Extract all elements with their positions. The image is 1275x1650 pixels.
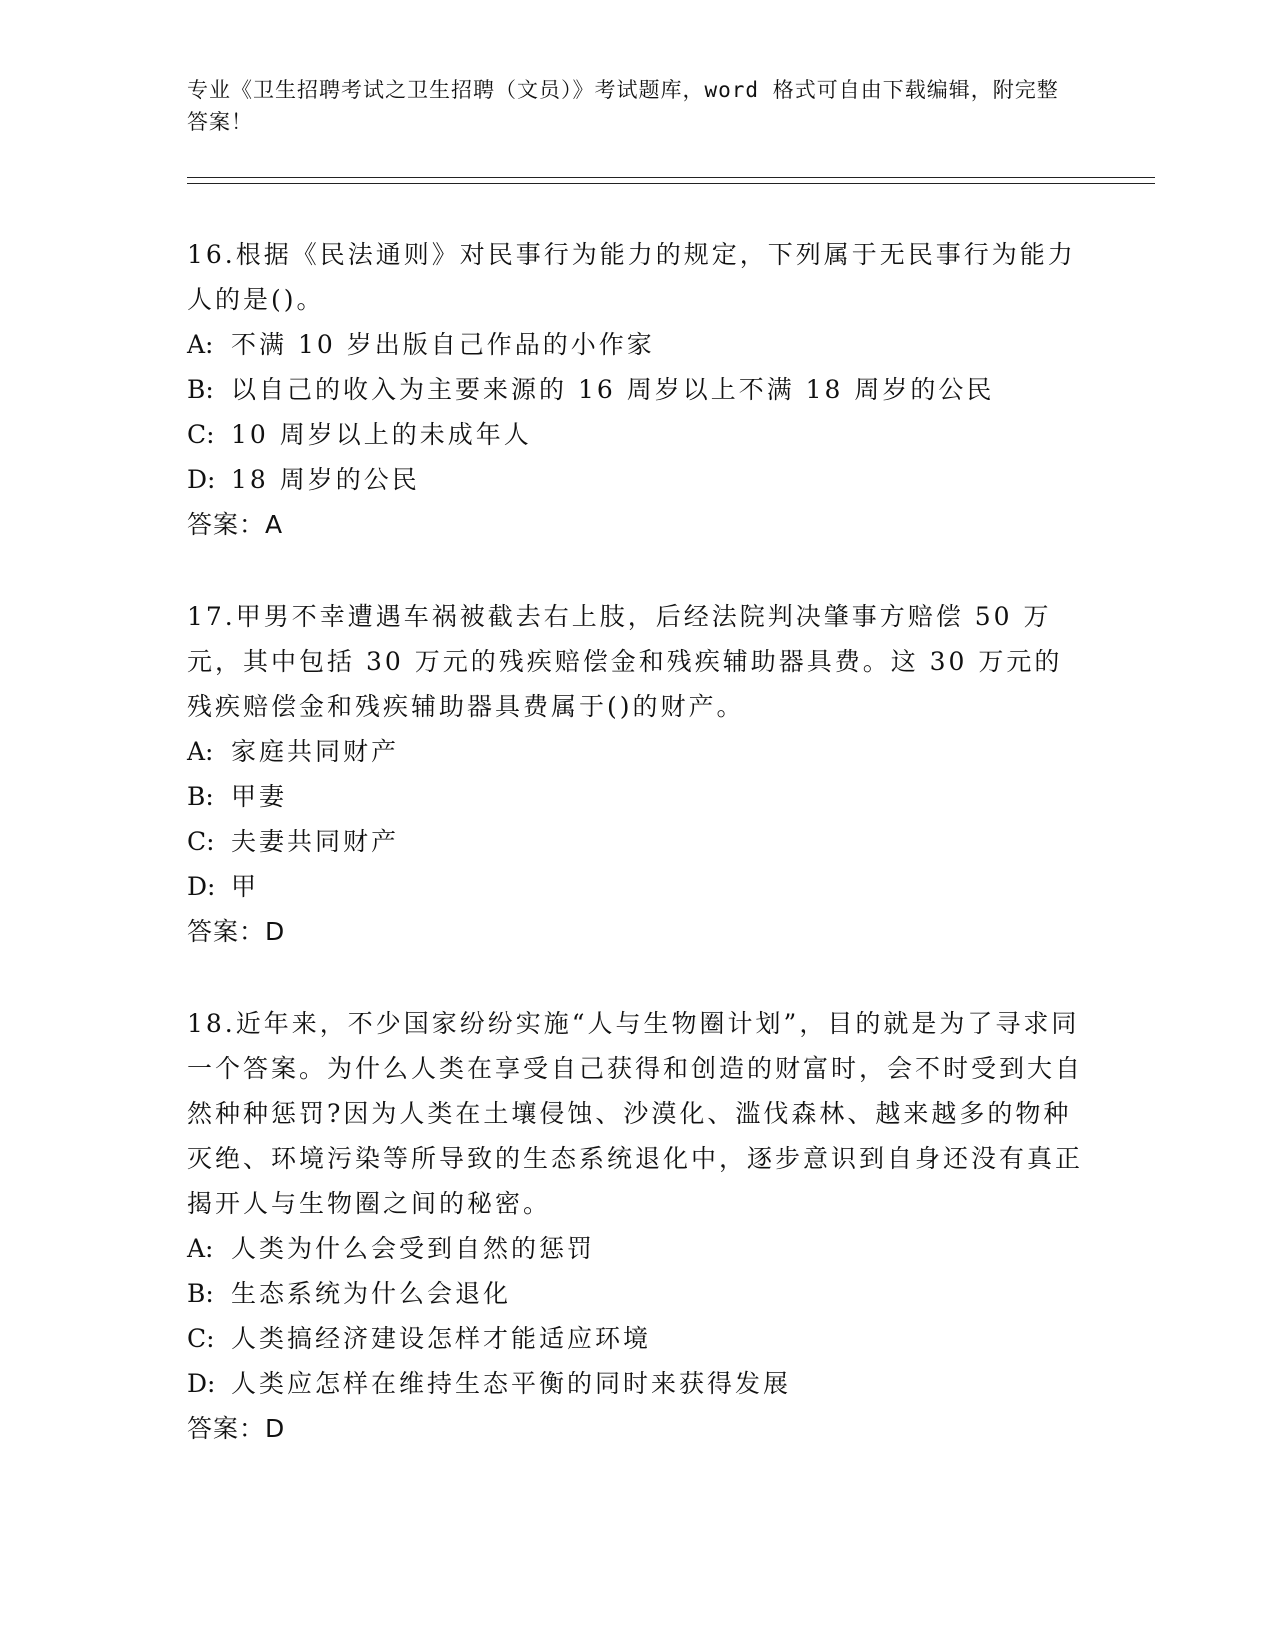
- document-header: 专业《卫生招聘考试之卫生招聘（文员）》考试题库，word 格式可自由下载编辑，附完整答案！: [187, 78, 1059, 134]
- option-b: [187, 1271, 1087, 1316]
- option-d: [187, 864, 1087, 909]
- option-d: [187, 1361, 1087, 1406]
- question-stem: 17.甲男不幸遭遇车祸被截去右上肢，后经法院判决肇事方赔偿 50 万元，其中包括 30 万元的残疾赔偿金和残疾辅助器具费。这 30 万元的残疾赔偿金和残疾辅助器具费属于()的财产。: [187, 602, 1063, 721]
- option-text: 18 周岁的公民: [231, 465, 420, 494]
- option-letter: D:: [187, 1369, 216, 1398]
- question-17: [187, 594, 1087, 954]
- option-text: 人类为什么会受到自然的惩罚: [231, 1234, 596, 1263]
- option-letter: C:: [187, 1324, 215, 1353]
- option-letter: A:: [187, 737, 214, 766]
- option-letter: B:: [187, 1279, 214, 1308]
- option-text: 甲妻: [231, 782, 288, 811]
- option-letter: A:: [187, 330, 214, 359]
- answer-line: 答案：D: [187, 917, 286, 946]
- option-text: 10 周岁以上的未成年人: [231, 420, 532, 449]
- option-letter: D:: [187, 465, 216, 494]
- option-text: 以自己的收入为主要来源的 16 周岁以上不满 18 周岁的公民: [231, 375, 995, 404]
- option-letter: A:: [187, 1234, 214, 1263]
- option-d: [187, 457, 1087, 502]
- option-letter: B:: [187, 375, 214, 404]
- option-text: 甲: [231, 872, 260, 901]
- question-stem: 18.近年来，不少国家纷纷实施“人与生物圈计划”，目的就是为了寻求同一个答案。为什么人类在享受自己获得和创造的财富时，会不时受到大自然种种惩罚?因为人类在土壤侵蚀、沙漠化、滥伐森林、越来越多的物种灭绝、环境污染等所导致的生态系统退化中，逐步意识到自身还没有真正揭开人与生物圈之间的秘密。: [187, 1009, 1084, 1218]
- answer-line: 答案：A: [187, 510, 284, 539]
- option-letter: B:: [187, 782, 214, 811]
- option-c: [187, 412, 1087, 457]
- option-text: 人类应怎样在维持生态平衡的同时来获得发展: [231, 1369, 792, 1398]
- option-letter: D:: [187, 872, 216, 901]
- question-16: [187, 232, 1087, 547]
- option-text: 家庭共同财产: [231, 737, 400, 766]
- option-letter: C:: [187, 420, 215, 449]
- answer-line: 答案：D: [187, 1414, 286, 1443]
- option-text: 人类搞经济建设怎样才能适应环境: [231, 1324, 652, 1353]
- option-text: 不满 10 岁出版自己作品的小作家: [231, 330, 655, 359]
- header-divider-bottom: [187, 183, 1155, 184]
- header-divider-top: [187, 177, 1155, 178]
- question-18: [187, 1001, 1087, 1451]
- option-b: [187, 774, 1087, 819]
- option-text: 夫妻共同财产: [231, 827, 400, 856]
- option-c: [187, 1316, 1087, 1361]
- question-stem: 16.根据《民法通则》对民事行为能力的规定，下列属于无民事行为能力人的是()。: [187, 240, 1076, 314]
- option-text: 生态系统为什么会退化: [231, 1279, 512, 1308]
- option-c: [187, 819, 1087, 864]
- option-a: [187, 322, 1087, 367]
- option-letter: C:: [187, 827, 215, 856]
- option-b: [187, 367, 1087, 412]
- option-a: [187, 729, 1087, 774]
- option-a: [187, 1226, 1087, 1271]
